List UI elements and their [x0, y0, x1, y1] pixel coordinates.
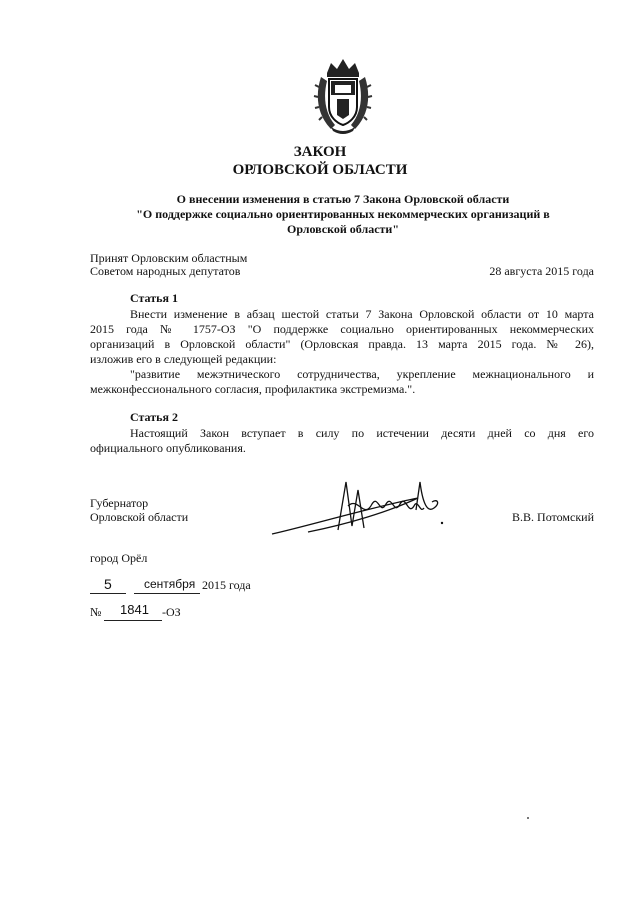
article-1-heading: Статья 1 — [130, 291, 178, 305]
date-month-field — [134, 578, 200, 594]
number-prefix: № — [90, 605, 102, 619]
scan-speck — [527, 817, 529, 819]
article-2-heading: Статья 2 — [130, 410, 178, 424]
date-day: 5 — [104, 576, 112, 592]
law-subject — [60, 192, 626, 237]
article-2-body — [90, 426, 594, 456]
handwritten-signature — [268, 468, 453, 546]
date-day-field — [90, 578, 126, 594]
city-line: город Орёл — [90, 551, 148, 565]
article-line: 2015 года № 1757-ОЗ "О поддержке социально ориентированных некоммерческих — [90, 322, 594, 336]
number-suffix: -ОЗ — [162, 605, 181, 619]
article-line: изложив его в следующей редакции: — [90, 352, 277, 366]
article-1-body — [90, 307, 594, 397]
adoption-date: 28 августа 2015 года — [489, 264, 594, 278]
article-line: организаций в Орловской области" (Орловская правда. 13 марта 2015 года. № 26), — [90, 337, 594, 351]
subject-line: О внесении изменения в статью 7 Закона Орловской области — [176, 192, 510, 206]
subject-line: Орловской области" — [287, 222, 399, 236]
adoption-line: Принят Орловским областным — [90, 251, 248, 265]
coat-of-arms-emblem — [313, 55, 373, 135]
signatory-name: В.В. Потомский — [512, 510, 594, 524]
signatory-position: Орловской области — [90, 510, 189, 524]
article-line: межконфессионального согласия, профилактика экстремизма.". — [90, 382, 416, 396]
law-number: 1841 — [120, 602, 149, 617]
date-year: 2015 года — [202, 578, 251, 592]
law-title: ЗАКОН — [293, 144, 347, 160]
subject-line: "О поддержке социально ориентированных некоммерческих организаций в — [136, 207, 550, 221]
article-line: "развитие межэтнического сотрудничества, укрепление межнационального и — [130, 367, 594, 381]
date-month: сентября — [144, 577, 196, 591]
article-line: Настоящий Закон вступает в силу по истечении десяти дней со дня его — [130, 426, 594, 440]
signatory-position: Губернатор — [90, 496, 149, 510]
law-number-field — [104, 602, 162, 621]
article-line: официального опубликования. — [90, 441, 246, 455]
adoption-line: Советом народных депутатов — [90, 264, 241, 278]
law-region: ОРЛОВСКОЙ ОБЛАСТИ — [232, 162, 408, 178]
article-line: Внести изменение в абзац шестой статьи 7 Закона Орловской области от 10 марта — [130, 307, 594, 321]
